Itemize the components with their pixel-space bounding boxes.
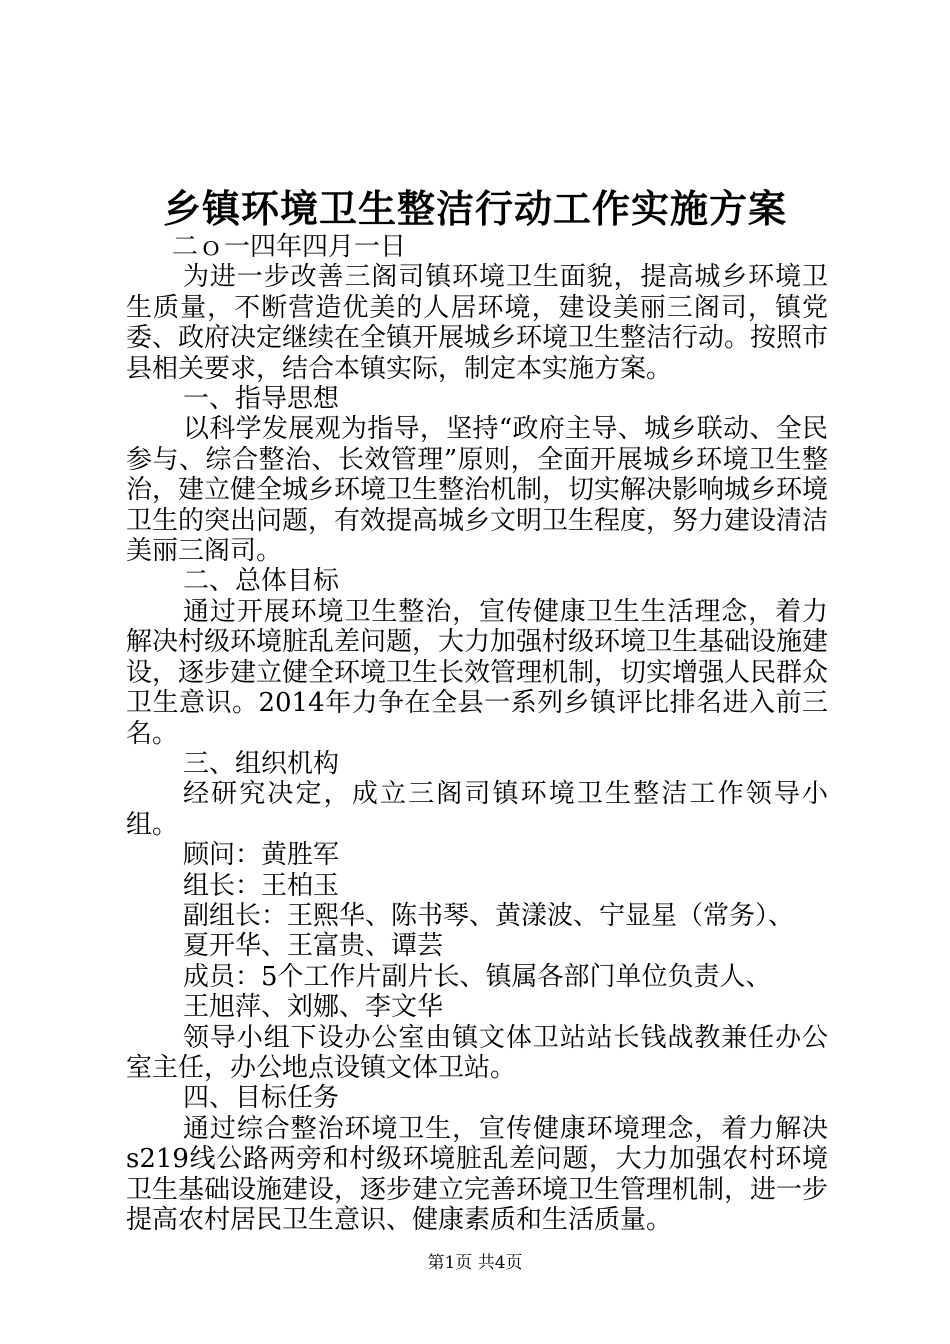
overall-goal-paragraph: 通过开展环境卫生整治，宣传健康卫生生活理念，着力解决村级环境脏乱差问题，大力加强村级环境卫生基础设施建设，逐步建立健全环境卫生长效管理机制，切实增强人民群众卫生意识。2014年力争在全县一系列乡镇评比排名进入前三名。 (126, 596, 829, 749)
section-heading-organization: 三、组织机构 (183, 748, 340, 779)
deputy-leader-line: 副组长：王熙华、陈书琴、黄漾波、宁显星（常务）、 (183, 900, 795, 931)
page-number-footer: 第1页 共4页 (427, 1253, 523, 1273)
document-body (126, 232, 828, 1235)
document-title: 乡镇环境卫生整洁行动工作实施方案 (162, 186, 787, 231)
section-heading-overall-goal: 二、总体目标 (183, 566, 340, 597)
leader-line: 组长：王柏玉 (183, 870, 340, 901)
guiding-ideology-paragraph: 以科学发展观为指导，坚持“政府主导、城乡联动、全民参与、综合整治、长效管理”原则，全面开展城乡环境卫生整治，建立健全城乡环境卫生整治机制，切实解决影响城乡环境卫生的突出问题，有效提高城乡文明卫生程度，努力建设清洁美丽三阁司。 (126, 414, 829, 567)
section-heading-target-tasks: 四、目标任务 (183, 1083, 340, 1114)
members-line: 成员：5个工作片副片长、镇属各部门单位负责人、 (183, 961, 772, 992)
office-paragraph: 领导小组下设办公室由镇文体卫站站长钱战教兼任办公室主任，办公地点设镇文体卫站。 (126, 1022, 828, 1083)
section-heading-guiding-ideology: 一、指导思想 (183, 384, 340, 415)
advisor-line: 顾问：黄胜军 (183, 840, 340, 871)
document-date: 二ｏ一四年四月一日 (172, 232, 407, 262)
organization-paragraph: 经研究决定，成立三阁司镇环境卫生整洁工作领导小组。 (126, 779, 828, 840)
target-tasks-paragraph: 通过综合整治环境卫生，宣传健康环境理念，着力解决s219线公路两旁和村级环境脏乱差问题，大力加强农村环境卫生基础设施建设，逐步建立完善环境卫生管理机制，进一步提高农村居民卫生意识、健康素质和生活质量。 (126, 1113, 829, 1235)
members-continuation: 王旭萍、刘娜、李文华 (183, 992, 444, 1023)
deputy-leader-continuation: 夏开华、王富贵、谭芸 (183, 931, 444, 962)
intro-paragraph: 为进一步改善三阁司镇环境卫生面貌，提高城乡环境卫生质量，不断营造优美的人居环境，建设美丽三阁司，镇党委、政府决定继续在全镇开展城乡环境卫生整洁行动。按照市县相关要求，结合本镇实际，制定本实施方案。 (126, 262, 829, 384)
